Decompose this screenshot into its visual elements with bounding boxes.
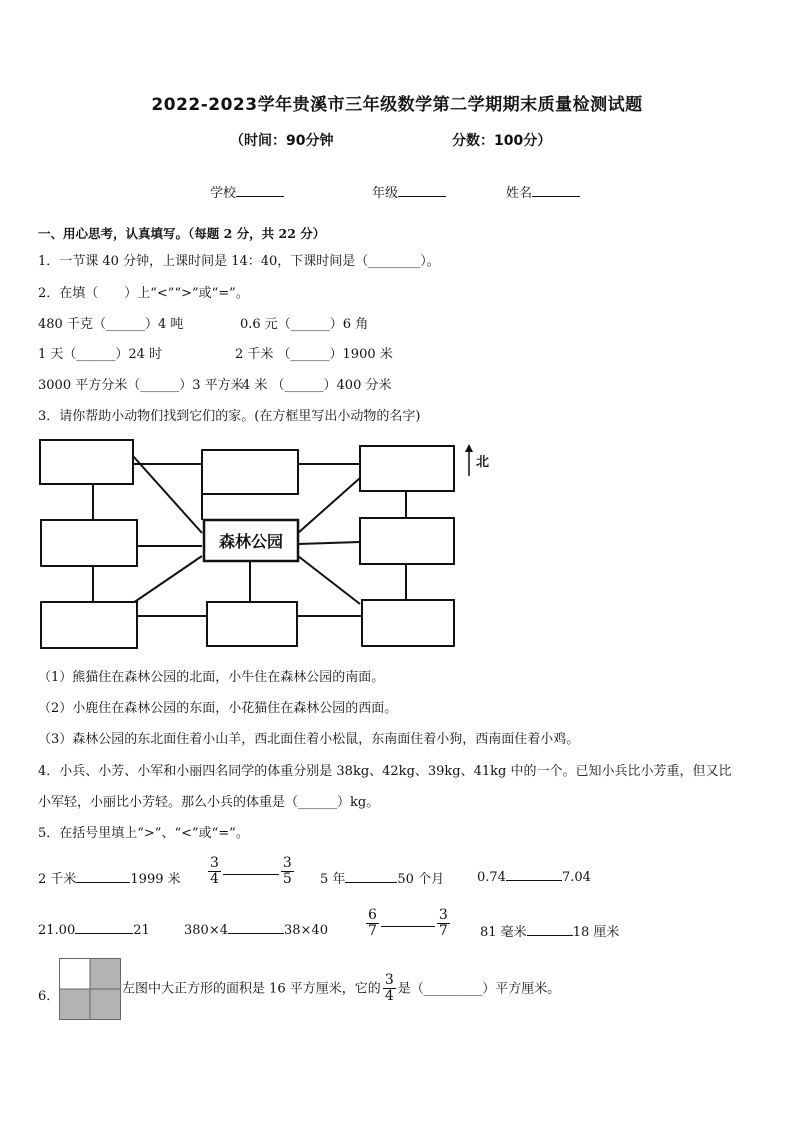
name-label: 姓名 xyxy=(506,186,533,201)
q5-item: 21.00 21 xyxy=(38,923,150,938)
answer-blank[interactable] xyxy=(223,862,279,875)
connector-line xyxy=(133,556,202,603)
q5-item: 380×4 38×40 xyxy=(184,923,328,938)
north-arrowhead-icon xyxy=(465,444,473,452)
answer-blank[interactable] xyxy=(345,870,397,883)
q2-item: 4 米 （______）400 分米 xyxy=(242,378,392,393)
q3-note: （2）小鹿住在森林公园的东面，小花猫住在森林公园的西面。 xyxy=(38,701,398,716)
forest-park-map xyxy=(36,436,506,652)
page-title: 2022-2023学年贵溪市三年级数学第二学期期末质量检测试题 xyxy=(151,95,643,115)
q2-item: 1 天（______）24 时 xyxy=(38,347,163,362)
q5-item: $\frac{3}{4}$ $\frac{3}{5}$ xyxy=(210,855,292,888)
q2-item: 480 千克（______）4 吨 xyxy=(38,317,184,332)
question-4-line2: 小军轻，小丽比小芳轻。那么小兵的体重是（______）kg。 xyxy=(38,795,380,810)
school-field xyxy=(210,182,284,201)
north-label: 北 xyxy=(476,455,490,470)
grade-field xyxy=(372,182,446,201)
question-1: 1．一节课 40 分钟，上课时间是 14：40，下课时间是（________）。 xyxy=(38,254,440,269)
answer-box-southwest[interactable] xyxy=(41,602,137,648)
connector-line xyxy=(298,556,360,604)
answer-box-west[interactable] xyxy=(41,520,137,566)
exam-time: （时间：90分钟 xyxy=(230,133,334,149)
school-blank[interactable] xyxy=(236,184,284,197)
connector-line xyxy=(133,456,202,533)
q2-item: 0.6 元（______）6 角 xyxy=(240,317,369,332)
question-3: 3．请你帮助小动物们找到它们的家。(在方框里写出小动物的名字) xyxy=(38,409,421,424)
answer-blank[interactable] xyxy=(506,868,562,881)
q5-item: 5 年 50 个月 xyxy=(320,872,445,887)
question-2: 2．在填（ ）上“<”“>”或“=”。 xyxy=(38,286,249,301)
connector-line xyxy=(298,478,360,533)
question-4-line1: 4．小兵、小芳、小军和小丽四名同学的体重分别是 38kg、42kg、39kg、41kg 中的一个。已知小兵比小芳重，但又比 xyxy=(38,764,732,779)
q2-item: 3000 平方分米（______）3 平方米 xyxy=(38,378,244,393)
section-heading: 一、用心思考，认真填写。（每题 2 分，共 22 分） xyxy=(38,226,326,241)
connector-line xyxy=(298,542,360,544)
forest-park-label: 森林公园 xyxy=(218,532,284,551)
answer-box-east[interactable] xyxy=(360,518,454,564)
q3-note: （1）熊猫住在森林公园的北面，小牛住在森林公园的南面。 xyxy=(38,670,385,685)
answer-blank[interactable] xyxy=(75,921,133,934)
q5-item: $\frac{6}{7}$ $\frac{3}{7}$ xyxy=(368,907,448,940)
question-5: 5．在括号里填上“>”、“<”或“=”。 xyxy=(38,826,249,841)
q5-item: 0.74 7.04 xyxy=(477,870,591,885)
answer-blank[interactable] xyxy=(381,914,435,927)
question-6: 左图中大正方形的面积是 16 平方厘米，它的 $\frac{3}{4}$ 是（_________）平方厘米。 xyxy=(122,972,561,1005)
answer-box-southeast[interactable] xyxy=(362,600,454,646)
school-label: 学校 xyxy=(210,186,237,201)
answer-blank[interactable] xyxy=(228,921,284,934)
q5-item: 81 毫米 18 厘米 xyxy=(480,925,620,940)
q2-item: 2 千米 （______）1900 米 xyxy=(235,347,393,362)
grade-label: 年级 xyxy=(372,186,399,201)
q3-note: （3）森林公园的东北面住着小山羊，西北面住着小松鼠，东南面住着小狗，西南面住着小鸡。 xyxy=(38,732,580,747)
answer-box-north[interactable] xyxy=(202,450,298,494)
q5-item: 2 千米 1999 米 xyxy=(38,872,181,887)
exam-score: 分数：100分） xyxy=(452,133,552,149)
grade-blank[interactable] xyxy=(398,184,446,197)
answer-blank[interactable] xyxy=(527,923,573,936)
answer-box-south[interactable] xyxy=(207,602,297,646)
shaded-square-figure xyxy=(59,958,121,1020)
name-blank[interactable] xyxy=(532,184,580,197)
name-field xyxy=(506,182,580,201)
answer-box-northwest[interactable] xyxy=(40,440,133,484)
question-6-number: 6． xyxy=(38,989,60,1004)
answer-blank[interactable] xyxy=(76,870,130,883)
answer-box-northeast[interactable] xyxy=(360,446,454,491)
